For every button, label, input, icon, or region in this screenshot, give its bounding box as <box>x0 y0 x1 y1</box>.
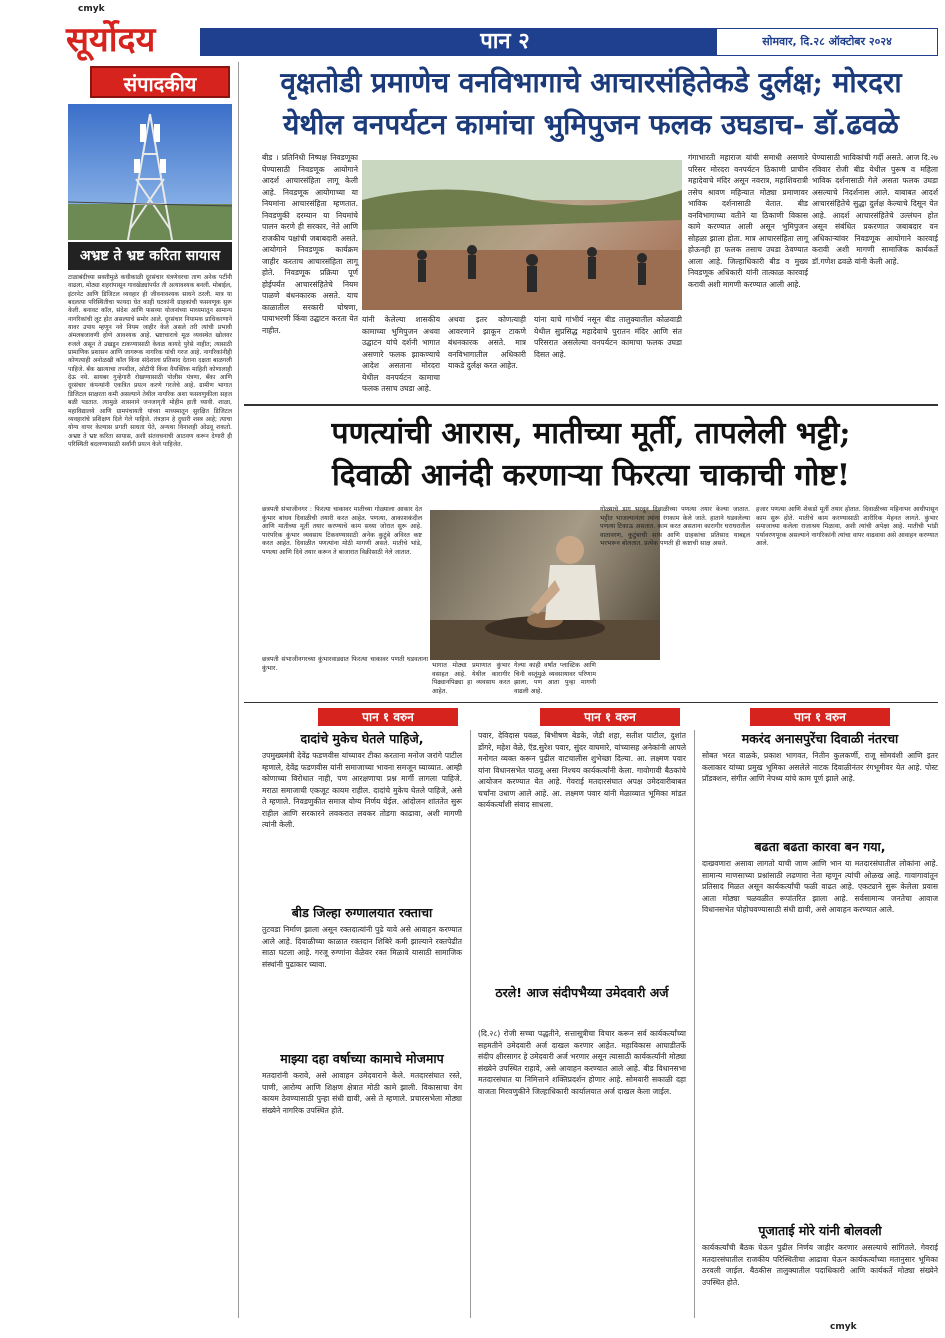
story1-headline-line2: येथील वनपर्यटन कामांचा भुमिपुजन फलक उघडाच- डॉ.ढवळे <box>283 108 899 141</box>
story1-column-1: बीड । प्रतिनिधी निष्पक्ष निवडणूका घेण्यासाठी निवडणूक आयोगाने आदर्श आचारसंहिता लागू केली आहे. निवडणूक आयोगाच्या या नियमांना आचारसंहिता म्हणतात. निवडणुकी दरम्यान या नियमांचे पालन करणे ही सरकार, नेते आणि राजकीय पक्षांची जबाबदारी असते. आयोगाने निवडणूक कार्यक्रम जाहीर करताच आचारसंहिता लागू होते. निवडणूक प्रक्रिया पूर्ण होईपर्यंत आचारसंहितेचे नियम पाळणे बंधनकारक असते. याच काळातील सरकारी घोषणा, पायाभरणी किंवा उद्घाटन करता येत नाहीत. <box>262 153 358 335</box>
column-c-title-1: मकरंद अनासपुरेंचा दिवाळी नंतरचा <box>741 731 899 746</box>
telecom-tower-photo <box>68 104 232 240</box>
color-mark-bottom: cmyk <box>830 1322 857 1332</box>
column-a-title-3: माझ्या दहा वर्षाच्या कामाचे मोजमाप <box>280 1051 444 1066</box>
column-a-text-2: तुटवडा निर्माण झाला असून रक्तदात्यांनी पुढे यावे असे आवाहन करण्यात आले आहे. दिवाळीच्या काळात रक्तदान शिबिरे कमी झाल्याने रक्तपेढीत साठा घटला आहे. गरजू रुग्णांना वेळेवर रक्त मिळावे यासाठी सामाजिक संस्थांनी पुढाकार घ्यावा. <box>262 925 462 969</box>
story1-photo <box>362 160 682 310</box>
column-a-title-1: दादांचे मुकेच घेतले पाहिजे, <box>300 731 424 746</box>
story1-column-4: यांना याचे गांभीर्य नसून बीड तालुक्यातील कोळवाडी येथील सुप्रसिद्ध महादेवाचे पुरातन मंदिर आणि संत परिसरात असलेल्या वनपर्यटन कामाचा फलक उघडा दिसत आहे. <box>534 315 682 359</box>
story1-column-3: अथवा इतर कोणत्याही आवरणाने झाकून टाकणे बंधनकारक असते. मात्र वनविभागातील अधिकारी याकडे दुर्लक्ष करत आहेत. <box>448 315 526 370</box>
column-c-title-3: पूजाताई मोरे यांनी बोलवली <box>758 1223 882 1238</box>
column-divider <box>470 730 471 1318</box>
column-c-text-1: सोबत भरत वाळके, प्रकाश भागवत, नितीन कुलकर्णी, राजू सोमवंशी आणि इतर कलाकार यांच्या प्रमुख भूमिका असलेले नाटक दिवाळीनंतर रंगभूमीवर येत आहे. पोस्ट प्रॉडक्शन, संगीत आणि नेपथ्य यांचे काम पूर्ण झाले आहे. <box>702 751 938 783</box>
column-c-title-2: बढता बढता कारवा बन गया, <box>754 839 886 854</box>
column-a-text-3: मतदारांनी करावे, असे आवाहन उमेदवाराने केले. मतदारसंघात रस्ते, पाणी, आरोग्य आणि शिक्षण क्षेत्रात मोठी कामे झाली. विकासाचा वेग कायम ठेवण्यासाठी पुन्हा संधी द्यावी, असे ते म्हणाले. प्रचारसभेला मोठ्या संख्येने नागरिक उपस्थित होते. <box>262 1071 462 1115</box>
column-c-text-3: कार्यकर्त्यांची बैठक घेऊन पुढील निर्णय जाहीर करणार असल्याचे सांगितले. गेवराई मतदारसंघातील राजकीय परिस्थितीचा आढावा घेऊन कार्यकर्त्यांच्या मतानुसार भूमिका ठरवली जाईल. बैठकीस तालुक्यातील पदाधिकारी आणि कार्यकर्ते मोठ्या संख्येने उपस्थित होते. <box>702 1243 938 1287</box>
column-divider <box>238 62 239 1318</box>
section-separator <box>244 702 938 703</box>
column-b-text-1: पवार, देविदास पवळ, बिभीषण बेडके, जेडी शहा, सतीश पाटील, दुशांत डोंगरे, महेश वेळे, ऍड.सुरेश पवार, सुंदर वाघमारे, यांच्यासह अनेकांनी आपले मनोगत व्यक्त करून पुढील वाटचालीस शुभेच्छा दिल्या. आ. लक्ष्मण पवार यांना विधानसभेत पाठवू असा निश्चय कार्यकर्त्यांनी केला. गावोगावी बैठकांचे आयोजन करण्यात येत आहे. गेवराई मतदारसंघात अपक्ष उमेदवारीबाबत चर्चांना उधाण आले आहे. आ. लक्ष्मण पवार यांनी मेळाव्यात भूमिका मांडत कार्यकर्त्यांशी संवाद साधला. <box>478 731 686 809</box>
story2-column-3: गेल्या काही वर्षांत प्लास्टिक आणि चिनी वस्तूंमुळे व्यवसायावर परिणाम झाला, पण आता पुन्हा मागणी वाढली आहे. <box>514 662 596 695</box>
story1-headline-line1: वृक्षतोडी प्रमाणेच वनविभागाचे आचारसंहितेकडे दुर्लक्ष; मोरदरा <box>280 66 902 99</box>
story2-photo-caption: छत्रपती संभाजीनगरच्या कुंभारवाड्यात फिरत्या चाकावर पणती घडवताना कुंभार. <box>262 656 428 672</box>
column-b-text-2: (दि.२८) रोजी सच्चा पद्धतीने, सत्तासूत्रीचा विचार करून सर्व कार्यकर्त्यांच्या सहमतीने उमेदवारी अर्ज दाखल करणार आहेत. महाविकास आघाडीतर्फे संदीप क्षीरसागर हे उमेदवारी अर्ज भरणार असून त्यासाठी कार्यकर्त्यांनी मोठ्या संख्येने उपस्थित राहावे, असे आवाहन करण्यात आले आहे. बीड विधानसभा मतदारसंघात या निमित्ताने शक्तिप्रदर्शन होणार आहे. सोमवारी सकाळी दहा वाजता मिरवणुकीने जिल्हाधिकारी कार्यालयात अर्ज दाखल केला जाईल. <box>478 1029 686 1096</box>
newspaper-logo: सूर्योदय <box>66 20 156 60</box>
story1-column-5: गंगाभारती महाराज यांची समाधी असणारे परिसर मोरदरा वनपर्यटन ठिकाणी प्राचीन महादेवाचे मंदिर असून नवरात्र, महाशिवरात्री तसेच श्रावण महिन्यात मोठ्या प्रमाणावर भाविक दर्शनासाठी येतात. बीड वनविभागाच्या वतीने या ठिकाणी विकास कामे करण्यात आली असून भुमिपुजन सोहळा झाला होता. मात्र आचारसंहिता लागू होऊनही हा फलक तसाच उघडा ठेवण्यात आला आहे. जिल्हाधिकारी बीड व मुख्य निवडणूक अधिकारी यांनी तात्काळ कारवाई करावी अशी मागणी करण्यात आली आहे. <box>688 153 808 289</box>
column-c-text-2: दाखवणारा असावा लागतो याची जाण आणि भान या मतदारसंघातील लोकांना आहे. सामान्य माणसाच्या प्रश्नांसाठी लढणारा नेता म्हणून त्यांची ओळख आहे. गावागावांतून प्रतिसाद मिळत असून कार्यकर्त्यांची फळी वाढत आहे. एकट्याने सुरू केलेला प्रवास आता मोठ्या चळवळीत रूपांतरित झाला आहे. सर्वसामान्य जनतेचा आवाज विधानसभेत पोहोचवण्यासाठी संधी द्यावी, असे आवाहन करण्यात आले. <box>702 859 938 914</box>
column-a-title-2: बीड जिल्हा रुग्णालयात रक्ताचा <box>291 905 433 920</box>
editorial-body: टाळाबंदीच्या सक्तीमुळे कधीकाळी दूरसंचार यंत्रणेवरचा ताण अनेक पटींनी वाढला, मोठ्या शहरांपासून गावखेड्यांपर्यंत ती अत्यावश्यक बनली. मोबाईल, इंटरनेट आणि डिजिटल व्यवहार ही जीवनावश्यक साधने ठरली. मात्र या बदलत्या परिस्थितीचा फायदा घेत काही घटकांनी ग्राहकांची फसवणूक सुरू केली. बनावट कॉल, संदेश आणि फसव्या योजनांच्या माध्यमातून सामान्य नागरिकांची लूट होत असल्याचे समोर आले. दूरसंचार नियामक प्राधिकरणाने यावर उपाय म्हणून नवे नियम जाहीर केले असले तरी त्यांची प्रभावी अंमलबजावणी होणे आवश्यक आहे. भ्रष्टाचाराचे मूळ व्यवस्थेत खोलवर रुजले असून ते उखडून टाकण्यासाठी केवळ कायदे पुरेसे नाहीत; त्यासाठी प्रामाणिक प्रशासन आणि जागरूक नागरिक यांची गरज आहे. नागरिकांनीही कोणत्याही अनोळखी कॉल किंवा संदेशाला प्रतिसाद देताना दक्षता बाळगली पाहिजे. बँक खात्याचा तपशील, ओटीपी किंवा वैयक्तिक माहिती कोणालाही देऊ नये. सायबर गुन्हेगारी रोखण्यासाठी पोलीस यंत्रणा, बँका आणि दूरसंचार कंपन्यांनी एकत्रित प्रयत्न करणे गरजेचे आहे. ग्रामीण भागात डिजिटल साक्षरता कमी असल्याने तेथील नागरिक अशा फसवणुकीला सहज बळी पडतात. त्यामुळे शासनाने जनजागृती मोहीम हाती घ्यावी. शाळा, महाविद्यालये आणि ग्रामपंचायती यांच्या माध्यमातून सुरक्षित डिजिटल व्यवहारांचे प्रशिक्षण दिले गेले पाहिजे. तंत्रज्ञान हे दुधारी शस्त्र आहे; त्याचा योग्य वापर केल्यास प्रगती साधता येते, अन्यथा विनाशही ओढवू शकतो. अभ्रष्ट ते भ्रष्ट करिता सायास, अशी संतवचनाची आठवण करून देणारी ही परिस्थिती बदलण्यासाठी सर्वांनी प्रयत्न केले पाहिजेत. <box>68 274 232 448</box>
story2-column-4: गोळ्याचे डाग भरवून दिवाळीच्या पणत्या तयार केल्या जातात. भट्टीत भाजल्यानंतर त्यांना रंगकाम केले जाते. हाताने घडवलेल्या पणत्या टिकाऊ असतात. काम करत असताना कारागीर घराघरातील वातावरण, कुटुंबाची साथ आणि ग्राहकांचा प्रतिसाद याबद्दल भरभरून बोलतात. प्रत्येक पणती ही कष्टाची साक्ष असते. <box>600 506 750 548</box>
continued-band-a: पान १ वरुन <box>318 708 458 726</box>
color-mark-top: cmyk <box>78 4 105 14</box>
issue-date: सोमवार, दि.२८ ऑक्टोबर २०२४ <box>716 28 938 56</box>
story1-column-2: यांनी केलेल्या शासकीय कामाच्या भुमिपुजन अथवा उद्घाटन यांचे दर्शनी भागात असणारे फलक झाकण्याचे आदेश असताना मोरदरा येथील वनपर्यटन कामाचा फलक तसाच उघडा आहे. <box>362 315 440 393</box>
story2-headline-line2: दिवाळी आनंदी करणाऱ्या फिरत्या चाकाची गोष्ट! <box>331 458 850 493</box>
column-a-text-1: उपमुख्यमंत्री देवेंद्र फडणवीस यांच्यावर टीका करताना मनोज जरांगे पाटील म्हणाले, देवेंद्र फडणवीस यांनी समाजाच्या भावना समजून घ्याव्यात. आम्ही कोणाच्या विरोधात नाही, पण आरक्षणाचा प्रश्न मार्गी लागला पाहिजे. मराठा समाजाची एकजूट कायम राहील. दादांचे मुकेच घेतले पाहिजे, असे ते म्हणाले. निवडणुकीत समाज योग्य निर्णय घेईल. आंदोलन शांततेत सुरू राहील आणि सरकारने लवकरात लवकर तोडगा काढावा, अशी मागणी त्यांनी केली. <box>262 751 462 829</box>
story2-column-2: भागात मोठ्या प्रमाणात कुंभार वसाहत आहे. येथील कारागीर पिढ्यानपिढ्या हा व्यवसाय करत आहेत. <box>432 662 510 695</box>
story1-headline <box>244 62 938 150</box>
column-b-title-2: ठरले! आज संदीपभैय्या उमेदवारी अर्ज <box>495 985 669 1000</box>
page-number: पान २ <box>480 29 530 54</box>
section-label: संपादकीय <box>90 66 230 98</box>
story2-headline-line1: पणत्यांची आरास, मातीच्या मूर्ती, तापलेली भट्टी; <box>331 416 851 451</box>
continued-band-b: पान १ वरुन <box>540 708 680 726</box>
story2-column-1: छत्रपती संभाजीनगर : फिरत्या चाकावर मातीच्या गोळ्याला आकार देत कुंभार बांधव दिवाळीची तयारी करत आहेत. पणत्या, आकाशकंदील आणि मातीच्या मूर्ती तयार करण्याचे काम सध्या जोरात सुरू आहे. पारंपरिक कुंभार व्यवसाय टिकवण्यासाठी अनेक कुटुंबे अविरत कष्ट करत आहेत. दिवाळीत पणत्यांना मोठी मागणी असते. मातीचे भांडे, पणत्या आणि दिवे तयार करून ते बाजारात विक्रीसाठी नेले जातात. <box>262 506 422 556</box>
story1-column-6: घेण्यासाठी भाविकांची गर्दी असते. आज दि.२७ रविवार रोजी बीड येथील पुरूष व महिला भाविक दर्शनासाठी गेले असता फलक उघडा असल्याचे निदर्शनास आले. याबाबत आदर्श आचारसंहितेचे सुद्धा दुर्लक्ष केल्याचे दिसून येत आहे. आदर्श आचारसंहितेचे उल्लंघन होत असून संबंधित प्रकरणात जबाबदार वन अधिकाऱ्यांवर निवडणूक आयोगाने कारवाई करावी अशी मागणी सामाजिक कार्यकर्ते डॉ.गणेश ढवळे यांनी केली आहे. <box>812 153 938 266</box>
editorial-title: अभ्रष्ट ते भ्रष्ट करिता सायास <box>68 242 232 270</box>
column-divider <box>694 730 695 1318</box>
continued-band-c: पान १ वरुन <box>750 708 890 726</box>
story-separator <box>244 404 938 406</box>
story2-column-5: हजार पणत्या आणि शेकडो मूर्ती तयार होतात. दिवाळीच्या महिनाभर आधीपासून काम सुरू होते. मातीचे काम करण्यासाठी शारीरिक मेहनत लागते. कुंभार समाजाच्या कलेला राजाश्रय मिळावा, अशी त्यांची अपेक्षा आहे. मातीची भांडी पर्यावरणपूरक असल्याने नागरिकांनी त्यांचा वापर वाढवावा असे आवाहन करण्यात आले. <box>756 506 938 548</box>
